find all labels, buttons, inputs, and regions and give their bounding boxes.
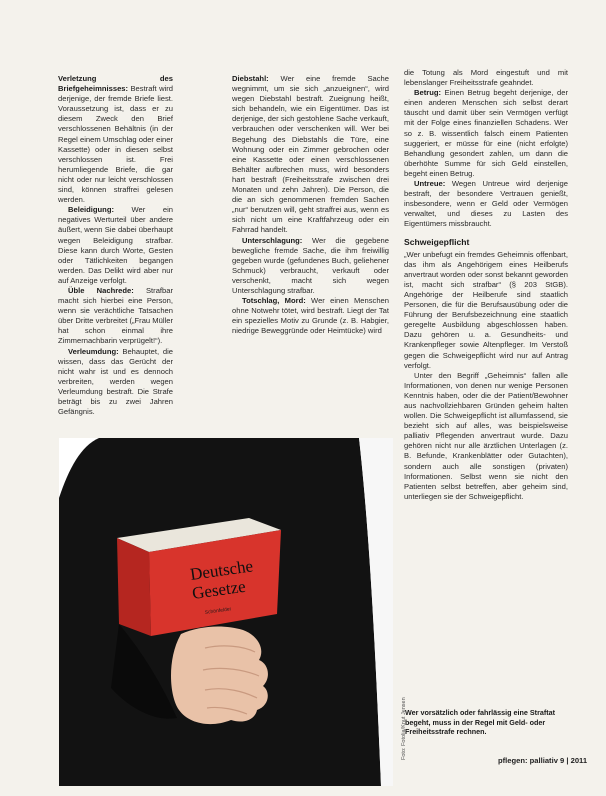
paragraph-schweigepflicht: „Wer unbefugt ein fremdes Geheimnis offenbart, das ihm als Angehörigem eines Heilberufs anvertraut worden oder sonst bekannt geworden ist, macht sich strafbar“ (§ 203 StGB). Angehörige der Heilberufe sind staatlich Personen, die für die Berufsausübung oder die Führung der Berufsbezeichnung eine staatlich geregelte Ausbildung abgeschlossen haben. Dazu gehören u. a. Gesundheits- und Krankenpfleger sowie Altenpfleger. Im Verstoß gegen die Schweigepflicht wird nur auf Antrag verfolgt.: [404, 249, 568, 370]
section-heading-schweigepflicht: Schweigepflicht: [404, 236, 470, 247]
paragraph-beleidigung: Beleidigung: Wer ein negatives Werturteil über andere äußert, wenn Sie dabei überhaupt wegen Beleidigung strafbar. Diese kann durch Worte, Gesten oder Tätlichkeiten begangen werden. Das Delikt wird aber nur auf Anzeige verfolgt.: [58, 205, 173, 285]
paragraph-verleumdung: Verleumdung: Behauptet, die wissen, dass das Gerücht der nicht wahr ist und es dennoch verbreiten, werden wegen Verleumdung bestraft. Die Strafe beträgt bis zu zwei Jahren Gefängnis.: [58, 346, 173, 417]
term-ueble-nachrede: Üble Nachrede:: [68, 285, 134, 295]
term-briefgeheimnis: Verletzung des Briefgeheimnisses:: [58, 74, 173, 94]
paragraph-briefgeheimnis: Verletzung des Briefgeheimnisses: Bestraft wird derjenige, der fremde Briefe liest. Voraussetzung ist, dass er zu diesem Zweck den Brief verschlossenen Behältnis (in der Regel einem Umschlag oder einer Kassette) oder in diesen selbst verschlossen ist. Frei herumliegende Briefe, die gar nicht oder nur leicht verschlossen sind, können straffrei gelesen werden.: [58, 74, 173, 205]
term-beleidigung: Beleidigung:: [68, 205, 114, 215]
term-unterschlagung: Unterschlagung:: [242, 235, 303, 245]
paragraph-diebstahl: Diebstahl: Wer eine fremde Sache wegnimmt, um sie sich „anzueignen“, wird wegen Diebstahl bestraft. Zueignung heißt, sich behandeln, wie ein Eigentümer. Das ist derjenige, der sich gestohlene Sache verkauft, verbrauchen oder verschenken will. Wer bei Begehung des Diebstahls die Türe, eine Wohnung oder ein Zimmer gebrochen oder eine Kassette oder einen verschlossenen Behälter aufbrechen muss, wird besonders hart bestraft (Freiheitsstrafe zwischen drei Monaten und zehn Jahren). Die Person, die die an sich genommenen fremden Sachen „nur“ benutzen will, geht straffrei aus, wenn es sich nicht um eine Kraftfahrzeug oder ein Fahrrad handelt.: [232, 74, 389, 235]
text-column-1: [58, 74, 173, 417]
paragraph-betrug: Betrug: Einen Betrug begeht derjenige, der einen anderen Menschen sich selbst derart täuscht und damit über sein Vermögen verfügt mit der Folge eines finanziellen Schadens. Wer so z. B. wissentlich falsch einem Patienten suggeriert, er müsse für eine (nicht erfolgte) Behandlung gesondert zahlen, um dann die überhöhte Summe für sich Geld einstellen, begeht einen Betrug.: [404, 88, 568, 178]
hands: [171, 627, 268, 725]
photo-caption: Wer vorsätzlich oder fahrlässig eine Straftat begeht, muss in der Regel mit Geld- oder Freiheitsstrafe rechnen.: [405, 708, 556, 737]
paragraph-ueble-nachrede: Üble Nachrede: Strafbar macht sich hierbei eine Person, wenn sie verächtliche Tatsachen über Dritte verbreitet („Frau Müller hat schon einmal ihre Zimmernachbarin verprügelt!“).: [58, 285, 173, 346]
term-verleumdung: Verleumdung:: [68, 346, 119, 356]
book-spine: [117, 538, 151, 636]
photo-law-book: [59, 438, 393, 786]
paragraph-untreue: Untreue: Wegen Untreue wird derjenige bestraft, der besondere Vertrauen genießt, insbesondere, wenn er Geld oder Vermögen verwaltet, und dieses zu Lasten des Eigentümers missbraucht.: [404, 179, 568, 229]
page-footer: pflegen: palliativ 9 | 2011: [498, 756, 588, 765]
term-diebstahl: Diebstahl:: [232, 74, 269, 83]
term-untreue: Untreue:: [414, 179, 446, 189]
paragraph-mord-continued: die Totung als Mord eingestuft und mit lebenslanger Freiheitsstrafe geahndet.: [404, 68, 568, 88]
text-column-3: [404, 68, 568, 502]
term-totschlag-mord: Totschlag, Mord:: [242, 296, 306, 306]
text-column-2: [232, 74, 389, 336]
photo-credit: Foto: Fotolia/Knut Jensen: [401, 697, 407, 760]
paragraph-unterschlagung: Unterschlagung: Wer die gegebene bewegliche fremde Sache, die ihm freiwillig gegeben wurde (gefundenes Buch, geliehener Schmuck) verbraucht, verkauft oder verschenkt, macht sich wegen Unterschlagung strafbar.: [232, 235, 389, 295]
book-title-line2: Gesetze: [190, 576, 247, 603]
paragraph-geheimnis: Unter den Begriff „Geheimnis“ fallen alle Informationen, von denen nur wenige Personen Kenntnis haben, oder die der Patient/Bewohner aus nachvollziehbaren Gründen geheim halten wollen. Die Schweigepflicht ist allumfassend, sie bezieht sich auf alles, was beispielsweise palliativ Pflegenden anvertraut wurde. Dazu gehören nicht nur alle ärztlichen Unterlagen (z. B. Befunde, Krankenblätter oder Gutachten), sondern auch alle sonstigen (privaten) Informationen. Selbst wenn sie nicht den Patienten selbst betreffen, aber geheim sind, unterliegen sie der Schweigepflicht.: [404, 370, 568, 501]
book-subtitle: Schönfelder: [204, 606, 232, 616]
photo-illustration: [59, 438, 393, 786]
term-betrug: Betrug:: [414, 88, 441, 98]
paragraph-totschlag-mord: Totschlag, Mord: Wer einen Menschen ohne Notwehr tötet, wird bestraft. Liegt der Tat ein spezielles Motiv zu Grunde (z. B. Habgier, niedrige Beweggründe oder Heimtücke) wird: [232, 296, 390, 336]
book-title-line1: Deutsche: [188, 556, 255, 584]
